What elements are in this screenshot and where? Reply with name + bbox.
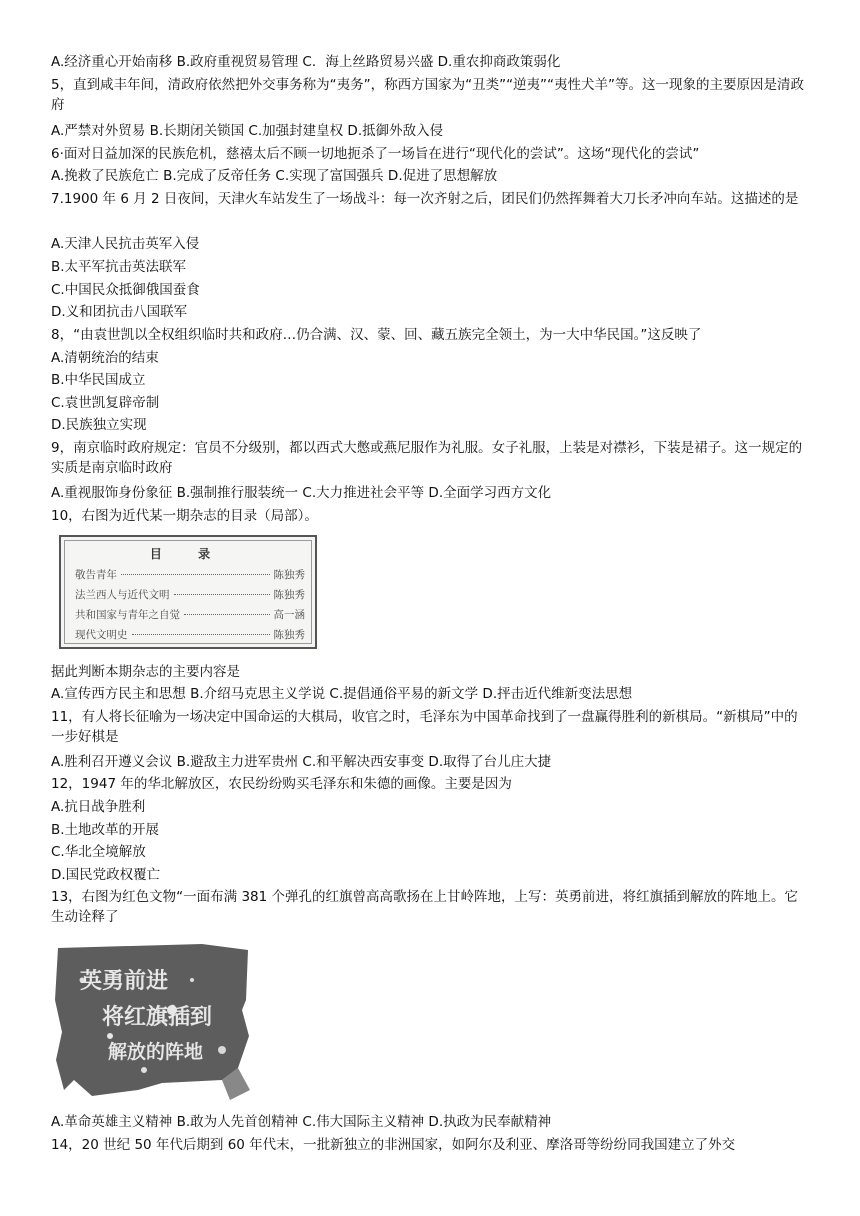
- q9-stem: 9，南京临时政府规定：官员不分级别，都以西式大憋或燕尼服作为礼服。女子礼服，上装是对襟衫，下装是裙子。这一规定的实质是南京临时政府: [51, 440, 803, 476]
- q10-prompt: 据此判断本期杂志的主要内容是: [51, 664, 240, 680]
- q4-options: A.经济重心开始南移 B.政府重视贸易管理 C．海上丝路贸易兴盛 D.重农抑商政策弱化: [51, 54, 561, 70]
- magazine-toc-figure: [59, 535, 317, 649]
- q10-options: A.宣传西方民主和思想 B.介绍马克思主义学说 C.提倡通俗平易的新文学 D.抨击近代维新变法思想: [51, 686, 633, 702]
- q12-option-c: C.华北全境解放: [51, 844, 146, 860]
- toc-leader-dots: [174, 594, 270, 595]
- q10-stem: 10，右图为近代某一期杂志的目录（局部）。: [51, 508, 318, 524]
- q8-option-b: B.中华民国成立: [51, 372, 146, 388]
- flag-text-line-3: 解放的阵地: [108, 1041, 204, 1063]
- toc-entry: [75, 567, 305, 582]
- q7-option-b: B.太平军抗击英法联军: [51, 259, 187, 275]
- toc-entry-title: 现代文明史: [75, 629, 128, 641]
- q12-stem: 12，1947 年的华北解放区，农民纷纷购买毛泽东和朱德的画像。主要是因为: [51, 776, 512, 792]
- q12-option-d: D.国民党政权覆亡: [51, 867, 161, 883]
- toc-leader-dots: [121, 574, 270, 575]
- flag-text-line-1: 英勇前进: [80, 968, 169, 994]
- q7-stem: 7.1900 年 6 月 2 日夜间，天津火车站发生了一场战斗：每一次齐射之后，团民们仍然挥舞着大刀长矛冲向车站。这描述的是: [51, 191, 799, 207]
- q7-option-a: A.天津人民抗击英军入侵: [51, 236, 200, 252]
- q5-stem: 5，直到咸丰年间，清政府依然把外交事务称为“夷务”，称西方国家为“丑类”“逆夷”“夷性犬羊”等。这一现象的主要原因是清政府: [51, 77, 805, 113]
- toc-entry-author: 陈独秀: [273, 569, 305, 581]
- toc-entry-title: 法兰西人与近代文明: [75, 589, 170, 601]
- toc-leader-dots: [184, 614, 270, 615]
- toc-entry-author: 陈独秀: [273, 629, 305, 641]
- q5-options: A.严禁对外贸易 B.长期闭关锁国 C.加强封建皇权 D.抵御外敌入侵: [51, 123, 444, 139]
- q8-option-a: A.清朝统治的结束: [51, 350, 159, 366]
- q12-option-b: B.土地改革的开展: [51, 822, 160, 838]
- q8-option-c: C.袁世凯复辟帝制: [51, 395, 160, 411]
- toc-entry: [75, 587, 305, 602]
- toc-entry-author: 高一涵: [273, 609, 305, 621]
- q12-option-a: A.抗日战争胜利: [51, 799, 146, 815]
- q7-option-c: C.中国民众抵御俄国蚕食: [51, 282, 200, 298]
- toc-entry-author: 陈独秀: [273, 589, 305, 601]
- red-flag-relic-photo: [52, 940, 252, 1102]
- toc-entry-title: 敬告青年: [75, 569, 117, 581]
- q8-option-d: D.民族独立实现: [51, 417, 147, 433]
- q7-option-d: D.义和团抗击八国联军: [51, 304, 188, 320]
- q9-options: A.重视服饰身份象征 B.强制推行服装统一 C.大力推进社会平等 D.全面学习西方文化: [51, 485, 552, 501]
- q11-options: A.胜利召开遵义会议 B.避敌主力进军贵州 C.和平解决西安事变 D.取得了台儿庄大捷: [51, 754, 552, 770]
- q6-stem: 6·面对日益加深的民族危机，慈禧太后不顾一切地扼杀了一场旨在进行“现代化的尝试”。这场“现代化的尝试”: [51, 146, 700, 162]
- toc-entry: [75, 627, 305, 642]
- toc-leader-dots: [132, 634, 270, 635]
- toc-entry: [75, 607, 305, 622]
- q6-options: A.挽救了民族危亡 B.完成了反帝任务 C.实现了富国强兵 D.促进了思想解放: [51, 168, 498, 184]
- q14-stem: 14，20 世纪 50 年代后期到 60 年代末，一批新独立的非洲国家，如阿尔及利亚、摩洛哥等纷纷同我国建立了外交: [51, 1137, 736, 1153]
- toc-title: 目 录: [149, 547, 227, 561]
- q13-options: A.革命英雄主义精神 B.敢为人先首创精神 C.伟大国际主义精神 D.执政为民奉献精神: [51, 1114, 552, 1130]
- toc-entry-title: 共和国家与青年之自觉: [75, 609, 180, 621]
- flag-text-line-2: 将红旗插到: [102, 1004, 213, 1030]
- q8-stem: 8，“由袁世凯以全权组织临时共和政府…仍合满、汉、蒙、回、藏五族完全领土，为一大中华民国。”这反映了: [51, 327, 702, 343]
- q13-stem: 13，右图为红色文物“一面布满 381 个弹孔的红旗曾高高歌扬在上甘岭阵地，上写：英勇前进，将红旗插到解放的阵地上。它生动诠释了: [51, 889, 799, 925]
- q11-stem: 11，有人将长征喻为一场决定中国命运的大棋局，收官之时，毛泽东为中国革命找到了一盘赢得胜利的新棋局。“新棋局”中的一步好棋是: [51, 709, 798, 745]
